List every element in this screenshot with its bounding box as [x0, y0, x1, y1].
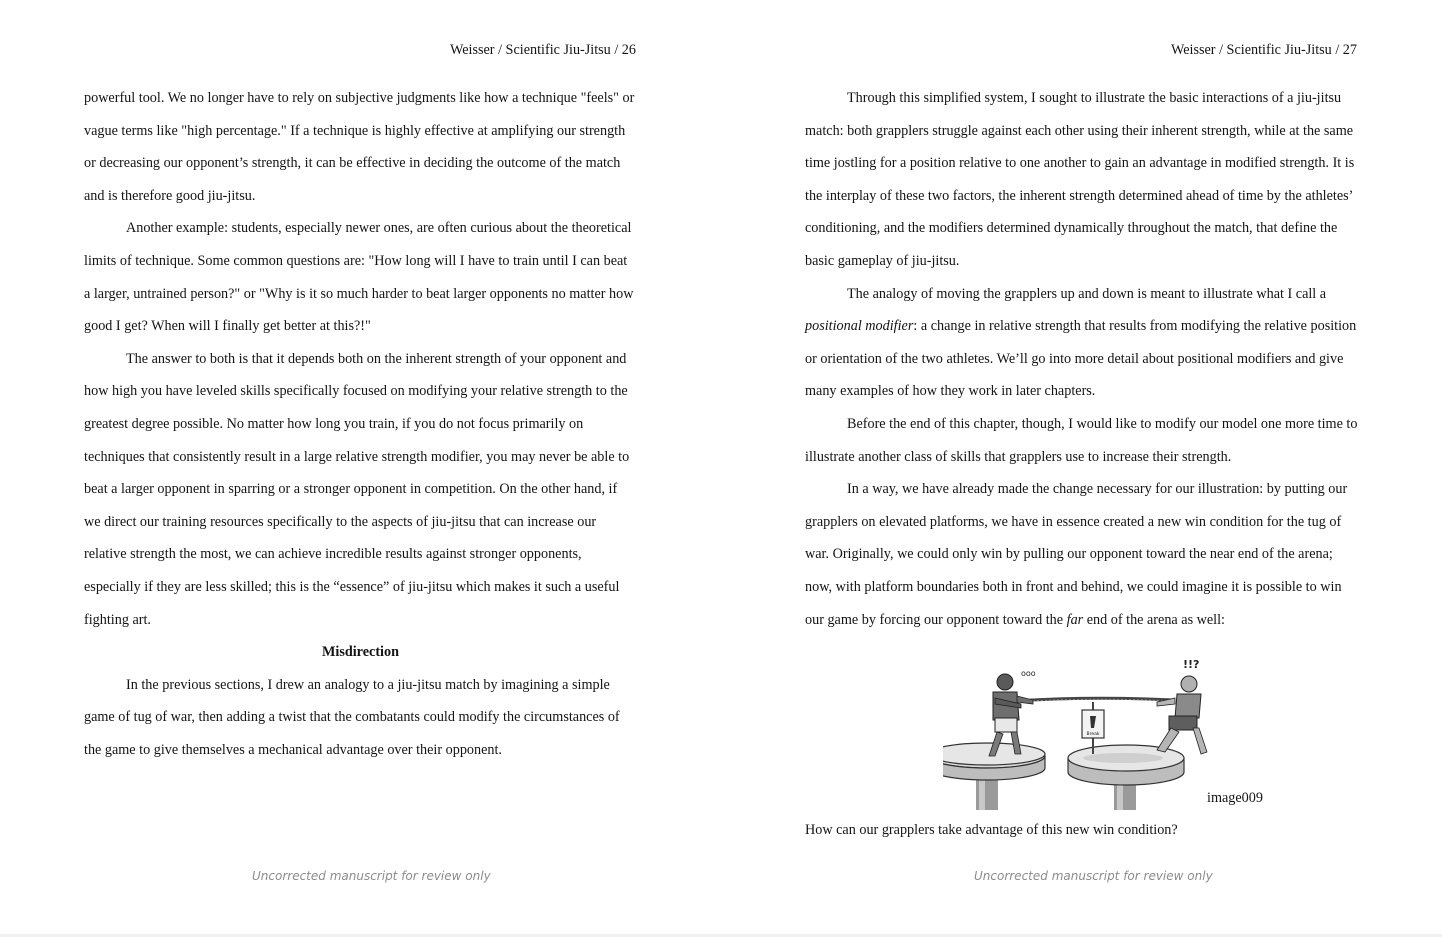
- paragraph: [805, 473, 1358, 636]
- exclamation-marks: !!?: [1183, 658, 1200, 672]
- paragraph: In the previous sections, I drew an analogy to a jiu-jitsu match by imagining a simple game of tug of war, then adding a twist that the combatants could modify the circumstances of the game to give themselves a mechanical advantage over their opponent.: [84, 676, 620, 758]
- paragraph: Before the end of this chapter, though, I would like to modify our model one more time to illustrate another class of skills that grapplers use to increase their strength.: [805, 415, 1358, 465]
- figure-caption: How can our grapplers take advantage of this new win condition?: [805, 822, 1178, 839]
- right-grappler: [1157, 658, 1207, 754]
- right-page: [721, 0, 1442, 937]
- text-run: : a change in relative strength that results from modifying the relative position or orientation of the two athletes. We’ll go into more detail about positional modifiers and give many examples of how they work in later chapters.: [805, 318, 1357, 400]
- paragraph: powerful tool. We no longer have to rely on subjective judgments like how a technique "feels" or vague terms like "high percentage." If a technique is highly effective at amplifying our strength or decreasing our opponent’s strength, it can be effective in deciding the outcome of the match and is therefore good jiu-jitsu.: [84, 90, 635, 204]
- section-heading: Misdirection: [322, 644, 399, 661]
- figure-label: image009: [1207, 790, 1263, 807]
- left-grappler: [989, 669, 1036, 756]
- paragraph: Through this simplified system, I sought to illustrate the basic interactions of a jiu-jitsu match: both grapplers struggle against each other using their inherent strength, while at the same time jostling for a position relative to one another to gain an advantage in modified strength. It is the interplay of these two factors, the inherent strength determined ahead of time by the athletes’ conditioning, and the modifiers determined dynamically throughout the match, that define the basic gameplay of jiu-jitsu.: [805, 90, 1355, 269]
- tug-of-war-illustration: [943, 654, 1213, 814]
- body-text: [84, 82, 637, 766]
- page-header: Weisser / Scientific Jiu-Jitsu / 27: [1170, 42, 1357, 58]
- sign-text: Break: [1086, 732, 1100, 738]
- tug-of-war-figure: [805, 654, 1358, 814]
- text-run: The analogy of moving the grapplers up and down is meant to illustrate what I call a: [847, 285, 1327, 302]
- paragraph: The answer to both is that it depends both on the inherent strength of your opponent and how high you have leveled skills specifically focused on modifying your relative strength to the greatest degree possible. No matter how long you train, if you do not focus primarily on techniques that consistently result in a large relative strength modifier, you may never be able to beat a larger opponent in sparring or a stronger opponent in competition. On the other hand, if we direct our training resources specifically to the aspects of jiu-jitsu that can increase our relative strength the most, we can achieve incredible results against stronger opponents, especially if they are less skilled; this is the “essence” of jiu-jitsu which makes it such a useful fighting art.: [84, 350, 630, 628]
- text-run: In a way, we have already made the change necessary for our illustration: by putting our grapplers on elevated platforms, we have in essence created a new win condition for the tug of war. Originally, we could only win by pulling our opponent toward the near end of the arena; now, with platform boundaries both in front and behind, we could imagine it is possible to win our game by forcing our opponent toward the: [805, 481, 1348, 628]
- italic-term: positional modifier: [805, 318, 914, 335]
- paragraph: [805, 278, 1358, 408]
- review-footer: Uncorrected manuscript for review only: [974, 869, 1213, 883]
- italic-term: far: [1066, 611, 1084, 628]
- page-header: Weisser / Scientific Jiu-Jitsu / 26: [449, 42, 636, 58]
- thought-bubble: ooo: [1021, 669, 1036, 679]
- right-platform: [1068, 745, 1184, 810]
- paragraph: Another example: students, especially newer ones, are often curious about the theoretical limits of technique. Some common questions are: "How long will I have to train until I can beat a larger, untrained person?" or "Why is it so much harder to beat larger opponents no matter how good I get? When will I finally get better at this?!": [84, 220, 634, 335]
- review-footer: Uncorrected manuscript for review only: [252, 869, 491, 883]
- text-run: end of the arena as well:: [1083, 611, 1226, 628]
- body-text: [805, 82, 1358, 847]
